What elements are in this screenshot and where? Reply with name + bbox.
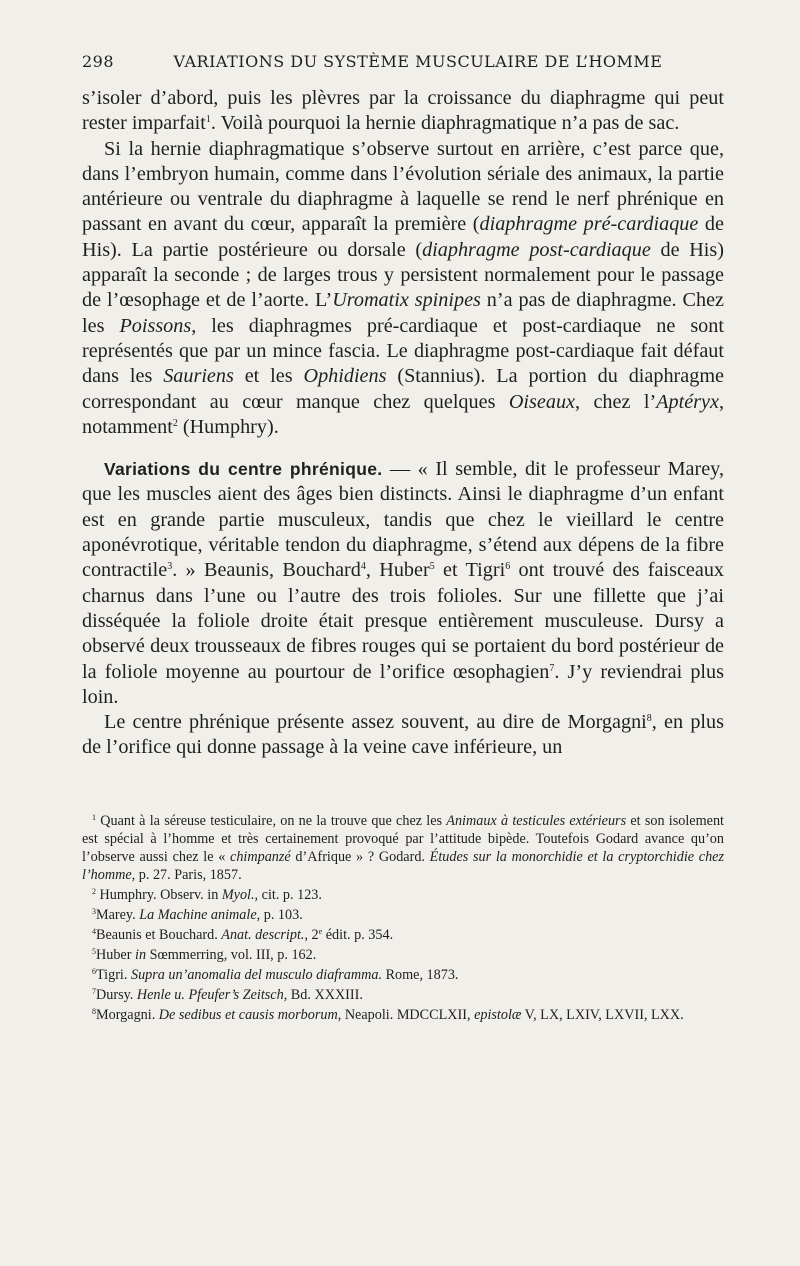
paragraph-4: Le centre phrénique présente assez souvent, au dire de Morgagni$^8$, en plus de l’orifice qui donne passage à la veine cave inférieure, un <box>82 711 724 759</box>
page-number: 298 <box>82 52 115 71</box>
running-title: VARIATIONS DU SYSTÈME MUSCULAIRE DE L’HOMME <box>173 52 663 71</box>
main-text <box>82 86 724 761</box>
section-heading: Variations du centre phrénique. <box>104 459 383 480</box>
footnote-4: $^4$Beaunis et Bouchard. Anat. descript., 2e édit. p. 354. <box>92 926 394 943</box>
page-header <box>82 52 724 86</box>
footnote-ref: 2 <box>172 417 178 429</box>
paragraph-3: Variations du centre phrénique. — « Il semble, dit le professeur Marey, que les muscles aient des âges bien distincts. Ainsi le diaphragme d’un enfant est en grande partie musculeux, tandis que chez le vieillard le centre aponévrotique, véritable tendon du diaphragme, s’étend aux dépens de la fibre contractile$^3$. » Beaunis, Bouchard$^4$, Huber$^5$ et Tigri$^6$ ont trouvé des faisceaux charnus dans l’une ou l’autre des trois folioles. Sur une fillette que j’ai disséquée la foliole droite était presque entièrement musculeuse. Dursy a observé deux trousseaux de fibres rouges qui se portaient du bord postérieur de la foliole moyenne au pourtour de l’orifice œsophagien$^7$. J’y reviendrai plus loin. <box>82 458 725 708</box>
footnote-1: $^1$ Quant à la séreuse testiculaire, on ne la trouve que chez les Animaux à testicules extérieurs et son isolement est spécial à l’homme et très certainement provoqué par l’attitude bipède. Toutefois Godard avance qu’on l’observe aussi chez le « chimpanzé d’Afrique » ? Godard. Études sur la monorchidie et la cryptorchidie chez l’homme, p. 27. Paris, 1857. <box>82 812 724 883</box>
footnote-ref: 3 <box>167 561 173 573</box>
footnote-ref: 6 <box>505 561 511 573</box>
footnotes <box>82 812 724 1024</box>
footnote-7: $^7$Dursy. Henle u. Pfeufer’s Zeitsch, Bd. XXXIII. <box>92 986 363 1003</box>
footnote-ref: 5 <box>429 561 435 573</box>
paragraph-2: Si la hernie diaphragmatique s’observe surtout en arrière, c’est parce que, dans l’embryon humain, comme dans l’évolution sériale des animaux, la partie antérieure ou ventrale du diaphragme à laquelle se rend le nerf phrénique en passant en avant du cœur, apparaît la première (diaphragme pré-cardiaque de His). La partie postérieure ou dorsale (diaphragme post-cardiaque de His) apparaît la seconde ; de larges trous y persistent normalement pour le passage de l’œsophage et de l’aorte. L’Uromatix spinipes n’a pas de diaphragme. Chez les Poissons, les diaphragmes pré-cardiaque et post-cardiaque ne sont représentés que par un mince fascia. Le diaphragme post-cardiaque fait défaut dans les Sauriens et les Ophidiens (Stannius). La portion du diaphragme correspondant au cœur manque chez quelques Oiseaux, chez l’Aptéryx, notamment$^2$ (Humphry). <box>82 137 724 438</box>
footnote-3: $^3$Marey. La Machine animale, p. 103. <box>92 906 303 923</box>
footnote-ref: 1 <box>205 114 211 126</box>
footnote-8: $^8$Morgagni. De sedibus et causis morborum, Neapoli. MDCCLXII, epistolæ V, LX, LXIV, LXVII, LXX. <box>92 1006 684 1023</box>
footnote-2: $^2$ Humphry. Observ. in Myol., cit. p. 123. <box>92 886 322 903</box>
footnote-6: $^6$Tigri. Supra un’anomalia del musculo diaframma. Rome, 1873. <box>92 966 459 983</box>
book-page <box>82 52 724 1026</box>
footnote-5: $^5$Huber in Sœmmerring, vol. III, p. 162. <box>92 946 317 963</box>
paragraph-1: s’isoler d’abord, puis les plèvres par la croissance du diaphragme qui peut rester imparfait$^1$. Voilà pourquoi la hernie diaphragmatique n’a pas de sac. <box>82 87 724 135</box>
footnote-ref: 4 <box>360 561 366 573</box>
footnote-ref: 7 <box>549 662 555 674</box>
footnote-ref: 8 <box>646 713 652 725</box>
